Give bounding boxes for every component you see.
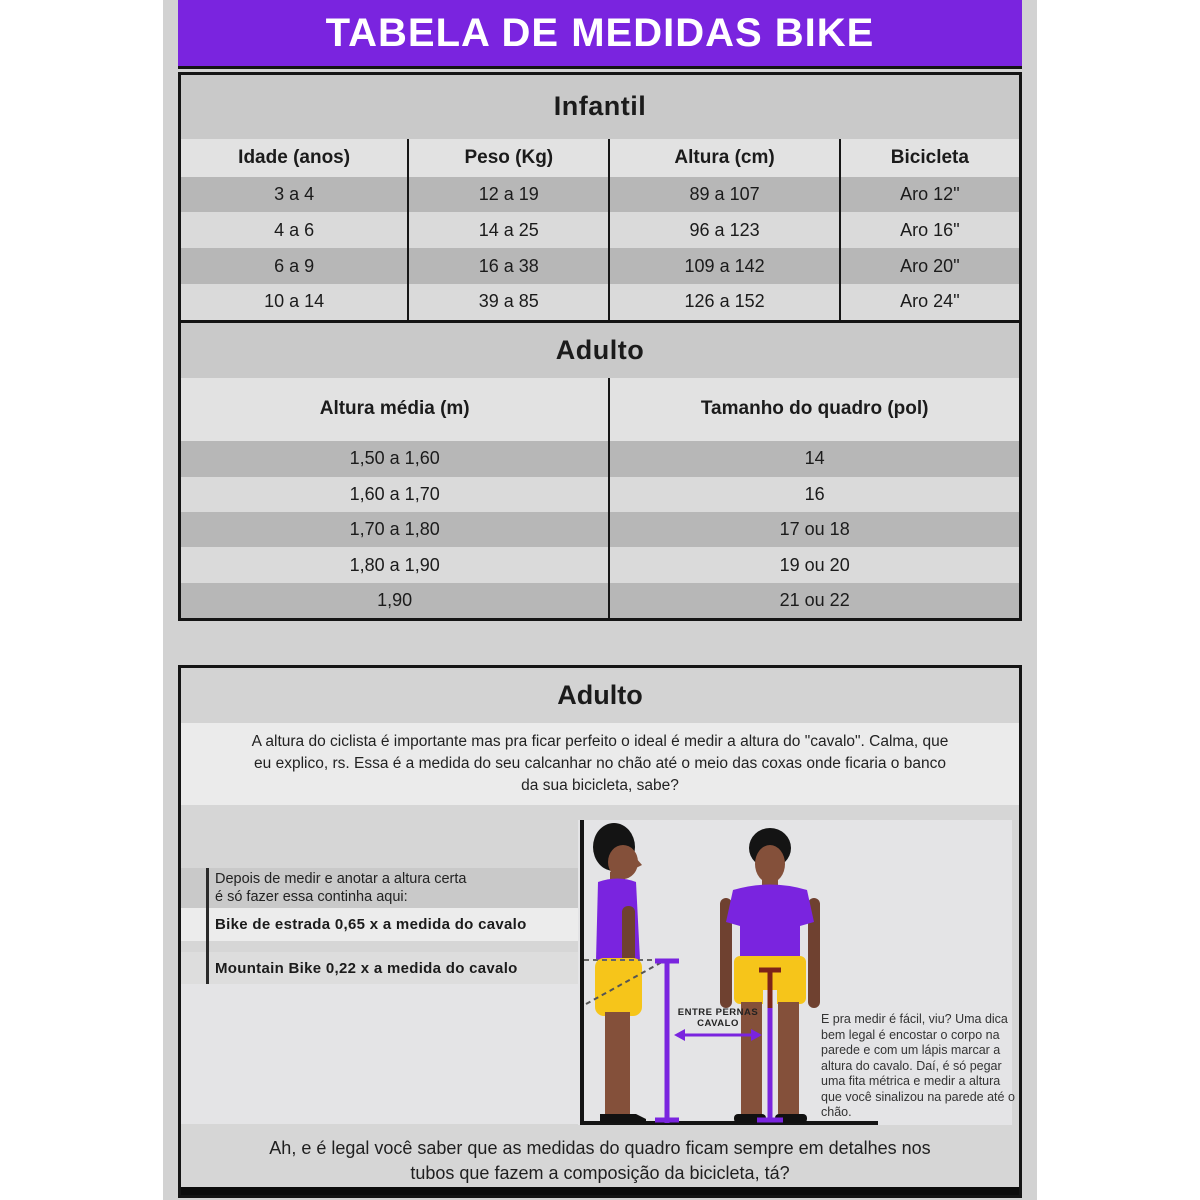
table-row [181, 441, 1019, 476]
cell-peso: 12 a 19 [407, 177, 608, 213]
cell-idade: 6 a 9 [181, 248, 407, 284]
cell-altura: 96 a 123 [608, 212, 838, 248]
table-row [181, 547, 1019, 582]
formulas-left-rule [206, 868, 209, 984]
cell-tamanho-quadro: 16 [608, 477, 1019, 512]
page-title: TABELA DE MEDIDAS BIKE [325, 10, 875, 55]
cell-bicicleta: Aro 20" [839, 248, 1019, 284]
cell-bicicleta: Aro 16" [839, 212, 1019, 248]
cell-peso: 16 a 38 [407, 248, 608, 284]
note-text: Depois de medir e anotar a altura certa é só fazer essa continha aqui: [215, 871, 467, 905]
column-header-altura-media: Altura média (m) [181, 378, 608, 442]
title-banner [178, 0, 1022, 69]
cavalo-measure-line [655, 961, 679, 1123]
road-formula-band [181, 908, 578, 941]
cell-altura-media: 1,60 a 1,70 [181, 477, 608, 512]
cell-bicicleta: Aro 12" [839, 177, 1019, 213]
entre-pernas-label: ENTRE PERNAS [677, 1007, 759, 1018]
column-header-idade: Idade (anos) [181, 139, 407, 177]
cell-tamanho-quadro: 19 ou 20 [608, 547, 1019, 582]
column-header-bicicleta: Bicicleta [839, 139, 1019, 177]
adulto-guide-title: Adulto [557, 680, 643, 710]
road-bike-formula: Bike de estrada 0,65 x a medida do cavalo [215, 916, 527, 933]
person-profile-figure [593, 823, 646, 1123]
size-tables-card [178, 72, 1022, 621]
cell-tamanho-quadro: 14 [608, 441, 1019, 476]
measure-guide-card [178, 665, 1022, 1198]
table-row [181, 477, 1019, 512]
cell-altura: 126 a 152 [608, 284, 838, 320]
table-row [181, 248, 1019, 284]
adulto-section-title: Adulto [555, 334, 645, 365]
table-row [181, 512, 1019, 547]
adulto-guide-header [181, 668, 1019, 723]
column-header-peso: Peso (Kg) [407, 139, 608, 177]
cavalo-label: CAVALO [697, 1018, 739, 1029]
column-header-tamanho-quadro: Tamanho do quadro (pol) [608, 378, 1019, 442]
column-header-altura: Altura (cm) [608, 139, 838, 177]
note-band [181, 868, 578, 908]
profile-leg [605, 1012, 630, 1116]
front-leg-left [741, 1002, 762, 1114]
table-row [181, 212, 1019, 248]
cell-altura-media: 1,80 a 1,90 [181, 547, 608, 582]
front-leg-right [778, 1002, 799, 1114]
adulto-table-header-row [181, 378, 1019, 442]
table-row [181, 583, 1019, 618]
cell-altura-media: 1,90 [181, 583, 608, 618]
bottom-black-bar [181, 1187, 1019, 1195]
cell-peso: 39 a 85 [407, 284, 608, 320]
intro-text: A altura do ciclista é importante mas pra ficar perfeito o ideal é medir a altura do "cavalo". Calma, que eu explico, rs. Essa é a medida do seu calcanhar no chão até o meio das coxas onde ficaria o banco da sua bicicleta, sabe? [251, 733, 949, 794]
intro-band [181, 723, 1019, 805]
front-face [755, 845, 785, 883]
infantil-section-header [181, 75, 1019, 139]
cell-altura-media: 1,70 a 1,80 [181, 512, 608, 547]
cell-tamanho-quadro: 21 ou 22 [608, 583, 1019, 618]
left-lower-panel [181, 984, 578, 1124]
front-shirt [726, 885, 814, 961]
cell-peso: 14 a 25 [407, 212, 608, 248]
cell-idade: 3 a 4 [181, 177, 407, 213]
profile-shoe [600, 1114, 646, 1123]
cell-altura: 89 a 107 [608, 177, 838, 213]
mtb-formula-band [181, 952, 578, 984]
cell-idade: 4 a 6 [181, 212, 407, 248]
cell-idade: 10 a 14 [181, 284, 407, 320]
footer-text: Ah, e é legal você saber que as medidas do quadro ficam sempre em detalhes nos tubos que fazem a composição da bicicleta, tá? [269, 1138, 931, 1183]
cell-tamanho-quadro: 17 ou 18 [608, 512, 1019, 547]
table-row [181, 177, 1019, 213]
cell-altura-media: 1,50 a 1,60 [181, 441, 608, 476]
table-row [181, 284, 1019, 320]
infantil-section-title: Infantil [553, 91, 647, 122]
cell-bicicleta: Aro 24" [839, 284, 1019, 320]
measuring-tip-text: E pra medir é fácil, viu? Uma dica bem legal é encostar o corpo na parede e com um lápis marcar a altura do cavalo. Daí, é só pegar uma fita métrica e medir a altura que você sinalizou na parede até o chão. [821, 1012, 1015, 1119]
footer-band [181, 1136, 1019, 1186]
mountain-bike-formula: Mountain Bike 0,22 x a medida do cavalo [215, 959, 518, 977]
infantil-table-header-row [181, 139, 1019, 177]
cell-altura: 109 a 142 [608, 248, 838, 284]
adulto-section-header [181, 320, 1019, 378]
